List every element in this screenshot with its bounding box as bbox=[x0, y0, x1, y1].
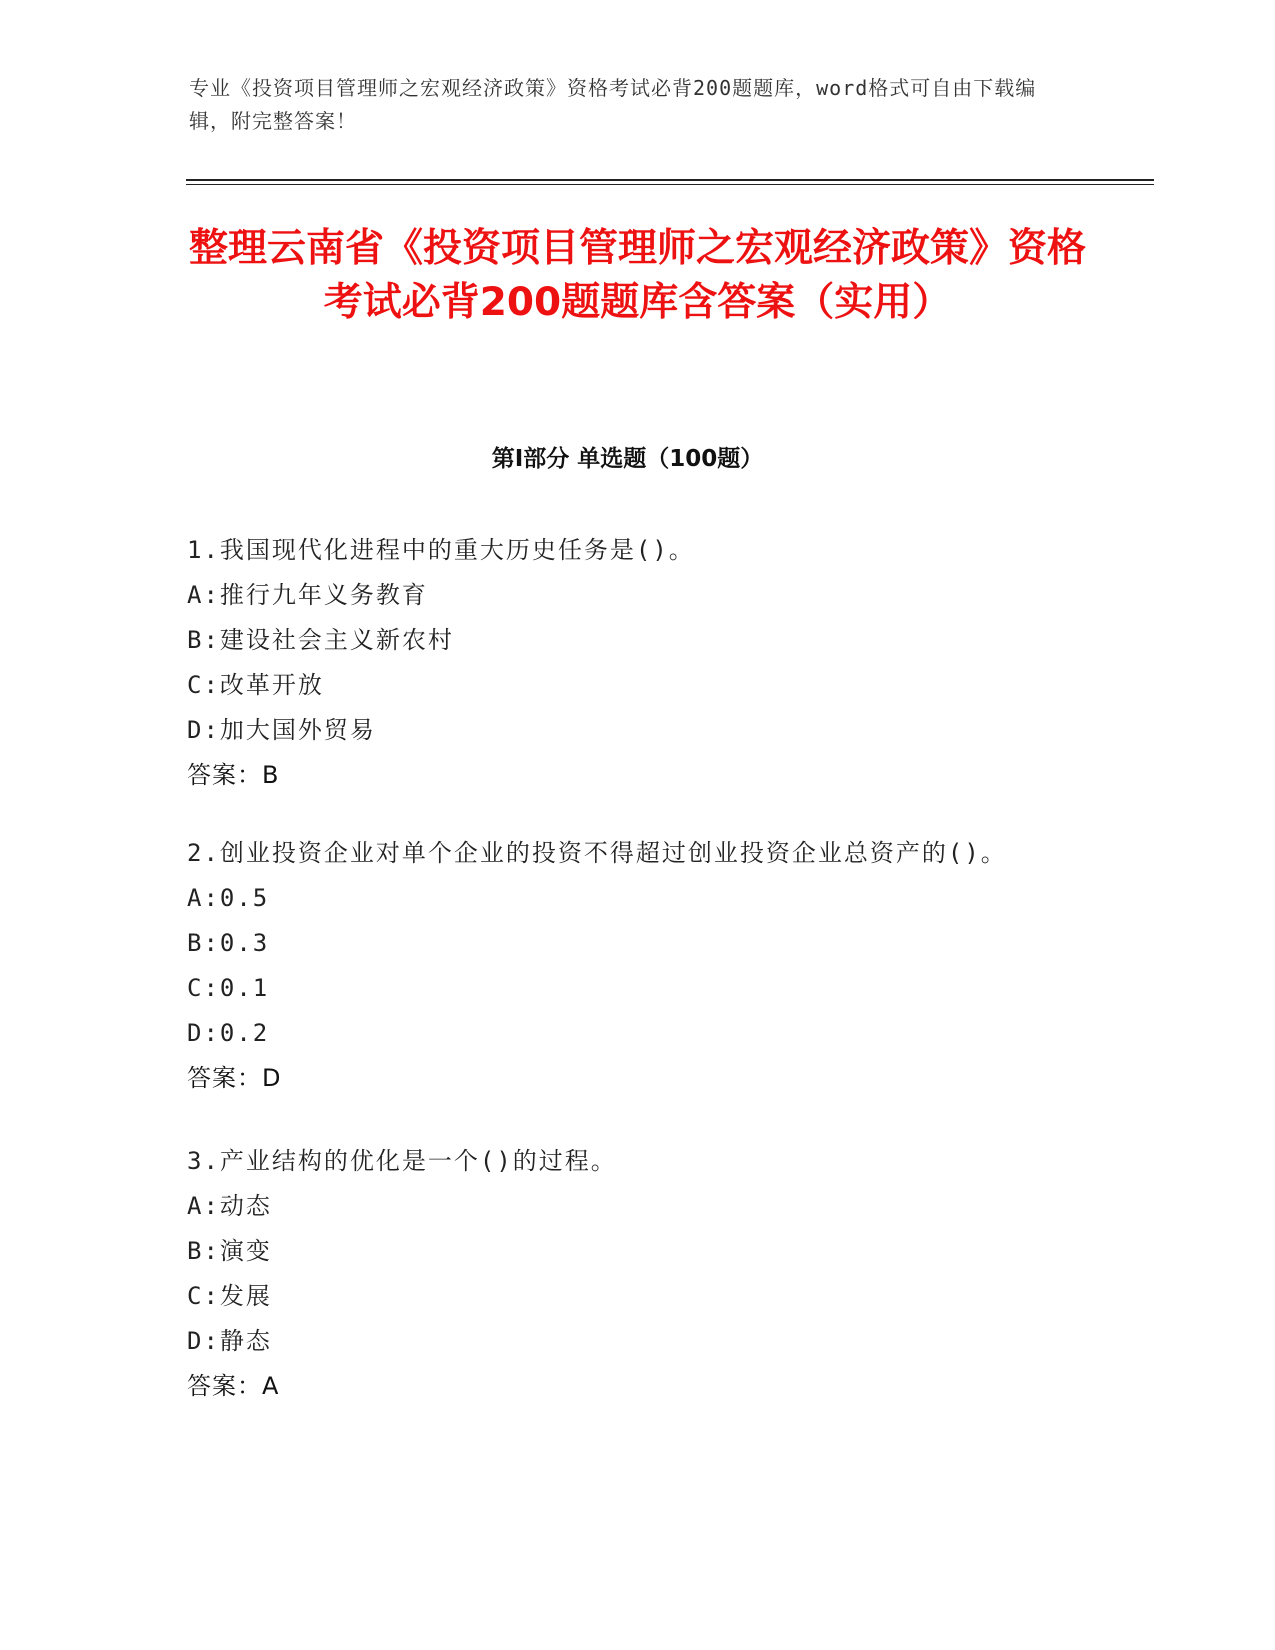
option-b: B:演变 bbox=[187, 1237, 272, 1265]
header-divider-thick bbox=[186, 179, 1154, 181]
header-note: 专业《投资项目管理师之宏观经济政策》资格考试必背200题题库，word格式可自由下载编辑，附完整答案！ bbox=[189, 76, 1037, 133]
answer: 答案：A bbox=[187, 1372, 280, 1400]
question-stem: 1.我国现代化进程中的重大历史任务是()。 bbox=[187, 536, 695, 564]
answer: 答案：B bbox=[187, 761, 280, 789]
question-stem: 2.创业投资企业对单个企业的投资不得超过创业投资企业总资产的()。 bbox=[187, 839, 1007, 867]
option-d: D:加大国外贸易 bbox=[187, 716, 376, 744]
question-list bbox=[187, 528, 1067, 1409]
question-3 bbox=[187, 1139, 1067, 1409]
answer: 答案：D bbox=[187, 1064, 282, 1092]
option-c: C:0.1 bbox=[187, 974, 270, 1002]
option-c: C:改革开放 bbox=[187, 671, 324, 699]
option-d: D:0.2 bbox=[187, 1019, 270, 1047]
main-title: 整理云南省《投资项目管理师之宏观经济政策》资格考试必背200题题库含答案（实用） bbox=[188, 226, 1086, 325]
option-a: A:0.5 bbox=[187, 884, 270, 912]
header-divider-thin bbox=[186, 184, 1154, 185]
question-2 bbox=[187, 831, 1067, 1101]
option-b: B:建设社会主义新农村 bbox=[187, 626, 454, 654]
question-1 bbox=[187, 528, 1067, 798]
option-b: B:0.3 bbox=[187, 929, 270, 957]
question-stem: 3.产业结构的优化是一个()的过程。 bbox=[187, 1147, 617, 1175]
option-a: A:推行九年义务教育 bbox=[187, 581, 428, 609]
option-a: A:动态 bbox=[187, 1192, 272, 1220]
option-d: D:静态 bbox=[187, 1327, 272, 1355]
section-title: 第Ⅰ部分 单选题（100题） bbox=[491, 446, 764, 472]
option-c: C:发展 bbox=[187, 1282, 272, 1310]
